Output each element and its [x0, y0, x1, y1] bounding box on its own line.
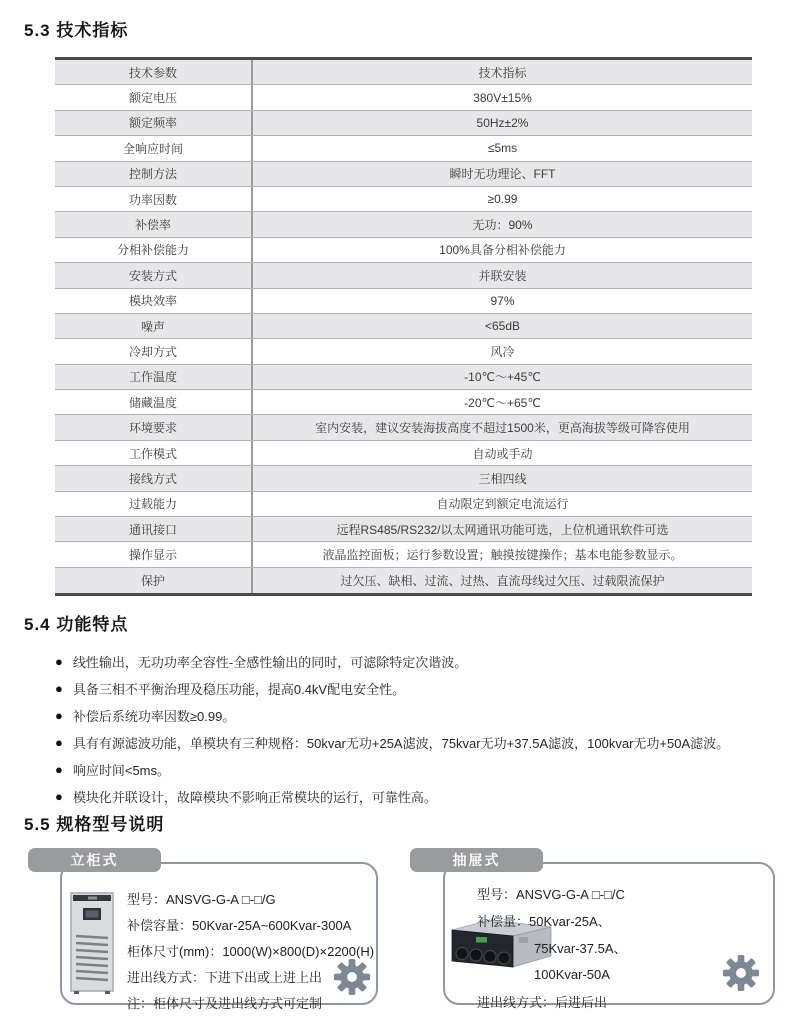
bullet-icon: ● [55, 708, 63, 723]
spec-param-cell: 通讯接口 [55, 517, 253, 541]
table-row [55, 212, 752, 237]
spec-value-cell: ≥0.99 [487, 192, 518, 207]
spec-line: 进出线方式：后进后出 [477, 995, 608, 1010]
spec-param-cell: 操作显示 [55, 542, 253, 566]
bullet-icon: ● [55, 789, 63, 804]
spec-param-cell: 工作温度 [55, 365, 253, 389]
table-row [55, 136, 752, 161]
feature-list [55, 648, 785, 810]
spec-param-cell: 接线方式 [55, 466, 253, 490]
spec-value-cell: 100%具备分相补偿能力 [439, 243, 566, 258]
table-row [55, 263, 752, 288]
list-item [55, 675, 785, 702]
gear-icon [333, 958, 371, 996]
spec-table-header-row [55, 60, 752, 85]
table-row [55, 517, 752, 542]
table-row [55, 365, 752, 390]
spec-line: 型号：ANSVG-G-A □-□/C [477, 887, 625, 902]
spec-param-cell: 功率因数 [55, 187, 253, 211]
spec-param-cell: 全响应时间 [55, 136, 253, 160]
spec-value-cell: 风冷 [490, 344, 515, 359]
section-53-title: 5.3 技术指标 [24, 21, 129, 40]
bullet-icon: ● [55, 681, 63, 696]
spec-line: 注：柜体尺寸及进出线方式可定制 [127, 995, 323, 1011]
spec-table-body [55, 85, 752, 593]
list-item [55, 783, 785, 810]
table-row [55, 568, 752, 593]
spec-param-cell: 分相补偿能力 [55, 238, 253, 262]
list-item [55, 756, 785, 783]
bullet-icon: ● [55, 654, 63, 669]
table-row [55, 542, 752, 567]
spec-param-cell: 储藏温度 [55, 390, 253, 414]
table-row [55, 187, 752, 212]
spec-table [55, 57, 752, 596]
spec-param-cell: 模块效率 [55, 289, 253, 313]
spec-value-cell: -10℃～+45℃ [464, 370, 541, 385]
spec-param-cell: 安装方式 [55, 263, 253, 287]
gear-icon [722, 954, 760, 992]
spec-value-cell: -20℃～+65℃ [464, 395, 541, 410]
feature-text: 具备三相不平衡治理及稳压功能，提高0.4kV配电安全性。 [72, 682, 406, 697]
table-row [55, 441, 752, 466]
list-item [55, 648, 785, 675]
section-54-title: 5.4 功能特点 [24, 615, 129, 634]
spec-param-cell: 噪声 [55, 314, 253, 338]
spec-table-header-param: 技术参数 [55, 60, 253, 84]
spec-value-cell: 自动或手动 [472, 446, 533, 461]
spec-line: 补偿量：50Kvar-25A、 [477, 914, 611, 929]
table-row [55, 415, 752, 440]
spec-value-cell: 过欠压、缺相、过流、过热、直流母线过欠压、过载限流保护 [340, 574, 665, 588]
spec-param-cell: 额定电压 [55, 85, 253, 109]
list-item [55, 702, 785, 729]
feature-text: 具有有源滤波功能，单模块有三种规格：50kvar无功+25A滤波，75kvar无功+37.5A滤波，100kvar无功+50A滤波。 [72, 736, 730, 751]
feature-text: 响应时间<5ms。 [72, 763, 171, 778]
table-row [55, 390, 752, 415]
table-row [55, 289, 752, 314]
spec-param-cell: 工作模式 [55, 441, 253, 465]
spec-line: 柜体尺寸(mm)：1000(W)×800(D)×2200(H) [127, 943, 375, 959]
spec-param-cell: 环境要求 [55, 415, 253, 439]
spec-line: 型号：ANSVG-G-A □-□/G [127, 891, 276, 907]
spec-value-cell: 液晶监控面板；运行参数设置；触摸按键操作；基本电能参数显示。 [322, 548, 683, 563]
spec-value-cell: 远程RS485/RS232/以太网通讯功能可选，上位机通讯软件可选 [336, 522, 669, 537]
spec-table-header-value: 技术指标 [478, 65, 527, 80]
table-row [55, 111, 752, 136]
spec-value-cell: 瞬时无功理论、FFT [449, 167, 556, 182]
list-item [55, 729, 785, 756]
spec-line: 75Kvar-37.5A、 [534, 941, 627, 956]
spec-param-cell: 过载能力 [55, 492, 253, 516]
feature-text: 补偿后系统功率因数≥0.99。 [72, 709, 236, 724]
spec-value-cell: 并联安装 [478, 268, 527, 283]
spec-value-cell: 自动限定到额定电流运行 [436, 497, 569, 512]
table-row [55, 339, 752, 364]
table-row [55, 238, 752, 263]
table-row [55, 314, 752, 339]
table-row [55, 85, 752, 110]
spec-param-cell: 控制方法 [55, 162, 253, 186]
feature-text: 模块化并联设计，故障模块不影响正常模块的运行，可靠性高。 [72, 790, 437, 805]
spec-value-cell: 97% [490, 293, 515, 308]
spec-value-cell: <65dB [484, 319, 521, 334]
bullet-icon: ● [55, 762, 63, 777]
table-row [55, 492, 752, 517]
spec-param-cell: 额定频率 [55, 111, 253, 135]
cabinet-photo [70, 892, 114, 994]
spec-line: 100Kvar-50A [534, 967, 610, 982]
spec-value-cell: 50Hz±2% [476, 115, 529, 130]
section-55-title: 5.5 规格型号说明 [24, 815, 165, 834]
spec-value-cell: 室内安装，建议安装海拔高度不超过1500米，更高海拔等级可降容使用 [315, 421, 690, 436]
spec-value-cell: 无功：90% [472, 218, 533, 233]
feature-text: 线性输出，无功功率全容性-全感性输出的同时，可滤除特定次谐波。 [72, 655, 468, 670]
spec-param-cell: 冷却方式 [55, 339, 253, 363]
spec-value-cell: 三相四线 [478, 471, 527, 486]
spec-line: 进出线方式：下进下出或上进上出 [127, 969, 323, 985]
table-row [55, 162, 752, 187]
drawer-tab: 抽屉式 [410, 848, 543, 872]
table-row [55, 466, 752, 491]
spec-value-cell: ≤5ms [487, 141, 518, 156]
spec-param-cell: 补偿率 [55, 212, 253, 236]
spec-value-cell: 380V±15% [473, 90, 532, 105]
spec-param-cell: 保护 [55, 568, 253, 593]
drawer-spec-lines [477, 880, 627, 1015]
spec-line: 补偿容量：50Kvar-25A~600Kvar-300A [127, 917, 352, 933]
bullet-icon: ● [55, 735, 63, 750]
cabinet-tab: 立柜式 [28, 848, 161, 872]
